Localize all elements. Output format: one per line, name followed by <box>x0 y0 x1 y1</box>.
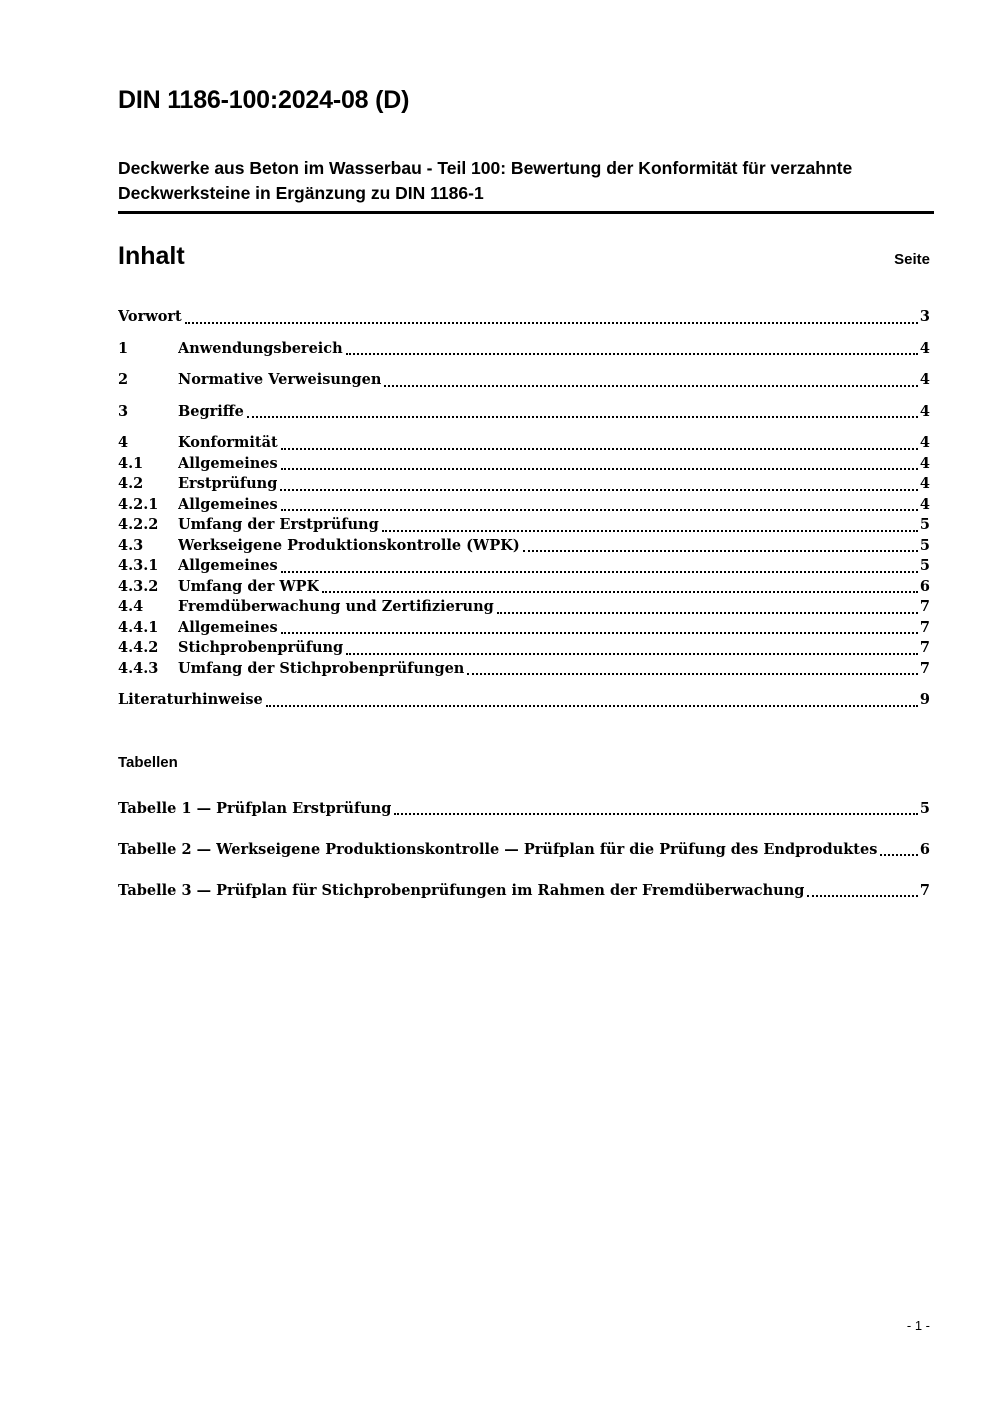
toc-entry-title: Normative Verweisungen <box>178 371 382 388</box>
toc-entry-number: 2 <box>118 371 129 388</box>
toc-entry-title: Erstprüfung <box>178 475 278 492</box>
toc-entry-title: Umfang der Erstprüfung <box>178 516 379 533</box>
toc-entry-page: 7 <box>919 882 930 899</box>
toc-entry-title: Konformität <box>178 434 278 451</box>
toc-entry-number: 4.4 <box>118 598 144 615</box>
toc-entry-page: 4 <box>919 454 930 472</box>
toc-entry-number: 3 <box>118 402 129 420</box>
page-column-label: Seite <box>894 251 930 268</box>
dot-leader <box>497 612 918 614</box>
toc-entry <box>118 433 930 454</box>
toc-entry-number: 4.1 <box>118 454 144 472</box>
doc-title: Deckwerke aus Beton im Wasserbau - Teil 100: Bewertung der Konformität für verzahnte Deckwerksteine in Ergänzung zu DIN 1186-1 <box>118 158 853 203</box>
toc-entry-page: 4 <box>919 475 930 492</box>
toc-entry-page: 5 <box>919 536 930 554</box>
toc-entry-title: Umfang der Stichprobenprüfungen <box>178 659 465 677</box>
toc-entry-page: 4 <box>919 495 930 513</box>
dot-leader <box>384 385 918 387</box>
toc-entry <box>118 638 930 659</box>
toc-heading: Inhalt <box>118 242 185 270</box>
toc-entry-page: 7 <box>919 598 930 615</box>
toc-entry-number: 1 <box>118 339 129 357</box>
toc-entry-title: Allgemeines <box>178 454 278 472</box>
toc-entry-title: Vorwort <box>118 308 182 325</box>
toc-entry-title: Allgemeines <box>178 618 278 636</box>
header-divider <box>118 211 934 214</box>
toc-entry-title: Tabelle 2 — Werkseigene Produktionskontrolle — Prüfplan für die Prüfung des Endproduktes <box>118 841 878 858</box>
toc-entry-page: 7 <box>919 618 930 636</box>
toc-entry-number: 4.3 <box>118 536 144 554</box>
tables-heading: Tabellen <box>118 754 178 771</box>
dot-leader <box>281 632 918 634</box>
toc-header <box>118 242 930 271</box>
toc-entry <box>118 536 930 557</box>
dot-leader <box>280 489 918 491</box>
table-toc-entry <box>118 839 930 860</box>
toc-entry <box>118 339 930 360</box>
dot-leader <box>394 813 917 815</box>
tables-toc-list <box>118 798 930 901</box>
toc-entry-page: 3 <box>919 308 930 325</box>
toc-entry-page: 4 <box>919 402 930 420</box>
toc-entry <box>118 556 930 577</box>
toc-entry <box>118 495 930 516</box>
dot-leader <box>880 854 918 856</box>
toc-entry-page: 5 <box>919 800 930 817</box>
toc-entry-number: 4.2.1 <box>118 495 159 513</box>
toc-entry <box>118 577 930 598</box>
toc-entry-page: 9 <box>919 691 930 708</box>
doc-code: DIN 1186-100:2024-08 (D) <box>118 86 410 114</box>
dot-leader <box>266 705 918 707</box>
toc-entry-title: Tabelle 1 — Prüfplan Erstprüfung <box>118 800 392 817</box>
table-toc-entry <box>118 880 930 901</box>
toc-entry-page: 6 <box>919 841 930 858</box>
toc-entry <box>118 659 930 680</box>
toc-entry-number: 4.2.2 <box>118 516 159 533</box>
toc-entry-page: 4 <box>919 339 930 357</box>
dot-leader <box>322 591 918 593</box>
toc-entry-title: Stichprobenprüfung <box>178 639 344 656</box>
dot-leader <box>523 550 918 552</box>
toc-entry-number: 4.4.2 <box>118 639 159 656</box>
toc-entry-number: 4 <box>118 434 129 451</box>
toc-entry-page: 6 <box>919 577 930 595</box>
dot-leader <box>281 509 918 511</box>
toc-entry-page: 4 <box>919 371 930 388</box>
toc-entry-title: Literaturhinweise <box>118 691 263 708</box>
toc-entry-title: Allgemeines <box>178 557 278 574</box>
table-toc-entry <box>118 798 930 819</box>
toc-entry-title: Fremdüberwachung und Zertifizierung <box>178 598 494 615</box>
toc-entry-page: 4 <box>919 434 930 451</box>
page-number-footer: - 1 - <box>906 1318 930 1333</box>
toc-entry <box>118 597 930 618</box>
toc-entry-page: 5 <box>919 557 930 574</box>
dot-leader <box>382 530 918 532</box>
dot-leader <box>467 673 918 675</box>
dot-leader <box>346 353 918 355</box>
toc-entry <box>118 370 930 391</box>
toc-entry <box>118 402 930 423</box>
toc-list <box>118 296 930 711</box>
dot-leader <box>807 895 918 897</box>
dot-leader <box>185 322 918 324</box>
toc-entry <box>118 307 930 328</box>
toc-entry-title: Werkseigene Produktionskontrolle (WPK) <box>178 536 520 554</box>
toc-entry-page: 5 <box>919 516 930 533</box>
toc-entry <box>118 618 930 639</box>
toc-entry-title: Tabelle 3 — Prüfplan für Stichprobenprüfungen im Rahmen der Fremdüberwachung <box>118 882 805 899</box>
toc-entry-title: Umfang der WPK <box>178 577 320 595</box>
toc-entry-title: Allgemeines <box>178 495 278 513</box>
toc-entry-number: 4.3.1 <box>118 557 159 574</box>
dot-leader <box>281 571 918 573</box>
toc-entry-page: 7 <box>919 659 930 677</box>
toc-entry <box>118 690 930 711</box>
toc-entry-title: Anwendungsbereich <box>178 339 343 357</box>
doc-title-block <box>118 156 934 214</box>
toc-entry <box>118 454 930 475</box>
toc-entry <box>118 515 930 536</box>
toc-entry-number: 4.4.1 <box>118 618 159 636</box>
toc-entry-title: Begriffe <box>178 402 244 420</box>
toc-entry-number: 4.4.3 <box>118 659 159 677</box>
dot-leader <box>281 468 918 470</box>
toc-entry <box>118 474 930 495</box>
dot-leader <box>247 416 918 418</box>
toc-entry-number: 4.3.2 <box>118 577 159 595</box>
dot-leader <box>281 448 918 450</box>
toc-entry-number: 4.2 <box>118 475 144 492</box>
toc-entry-page: 7 <box>919 639 930 656</box>
dot-leader <box>346 653 918 655</box>
